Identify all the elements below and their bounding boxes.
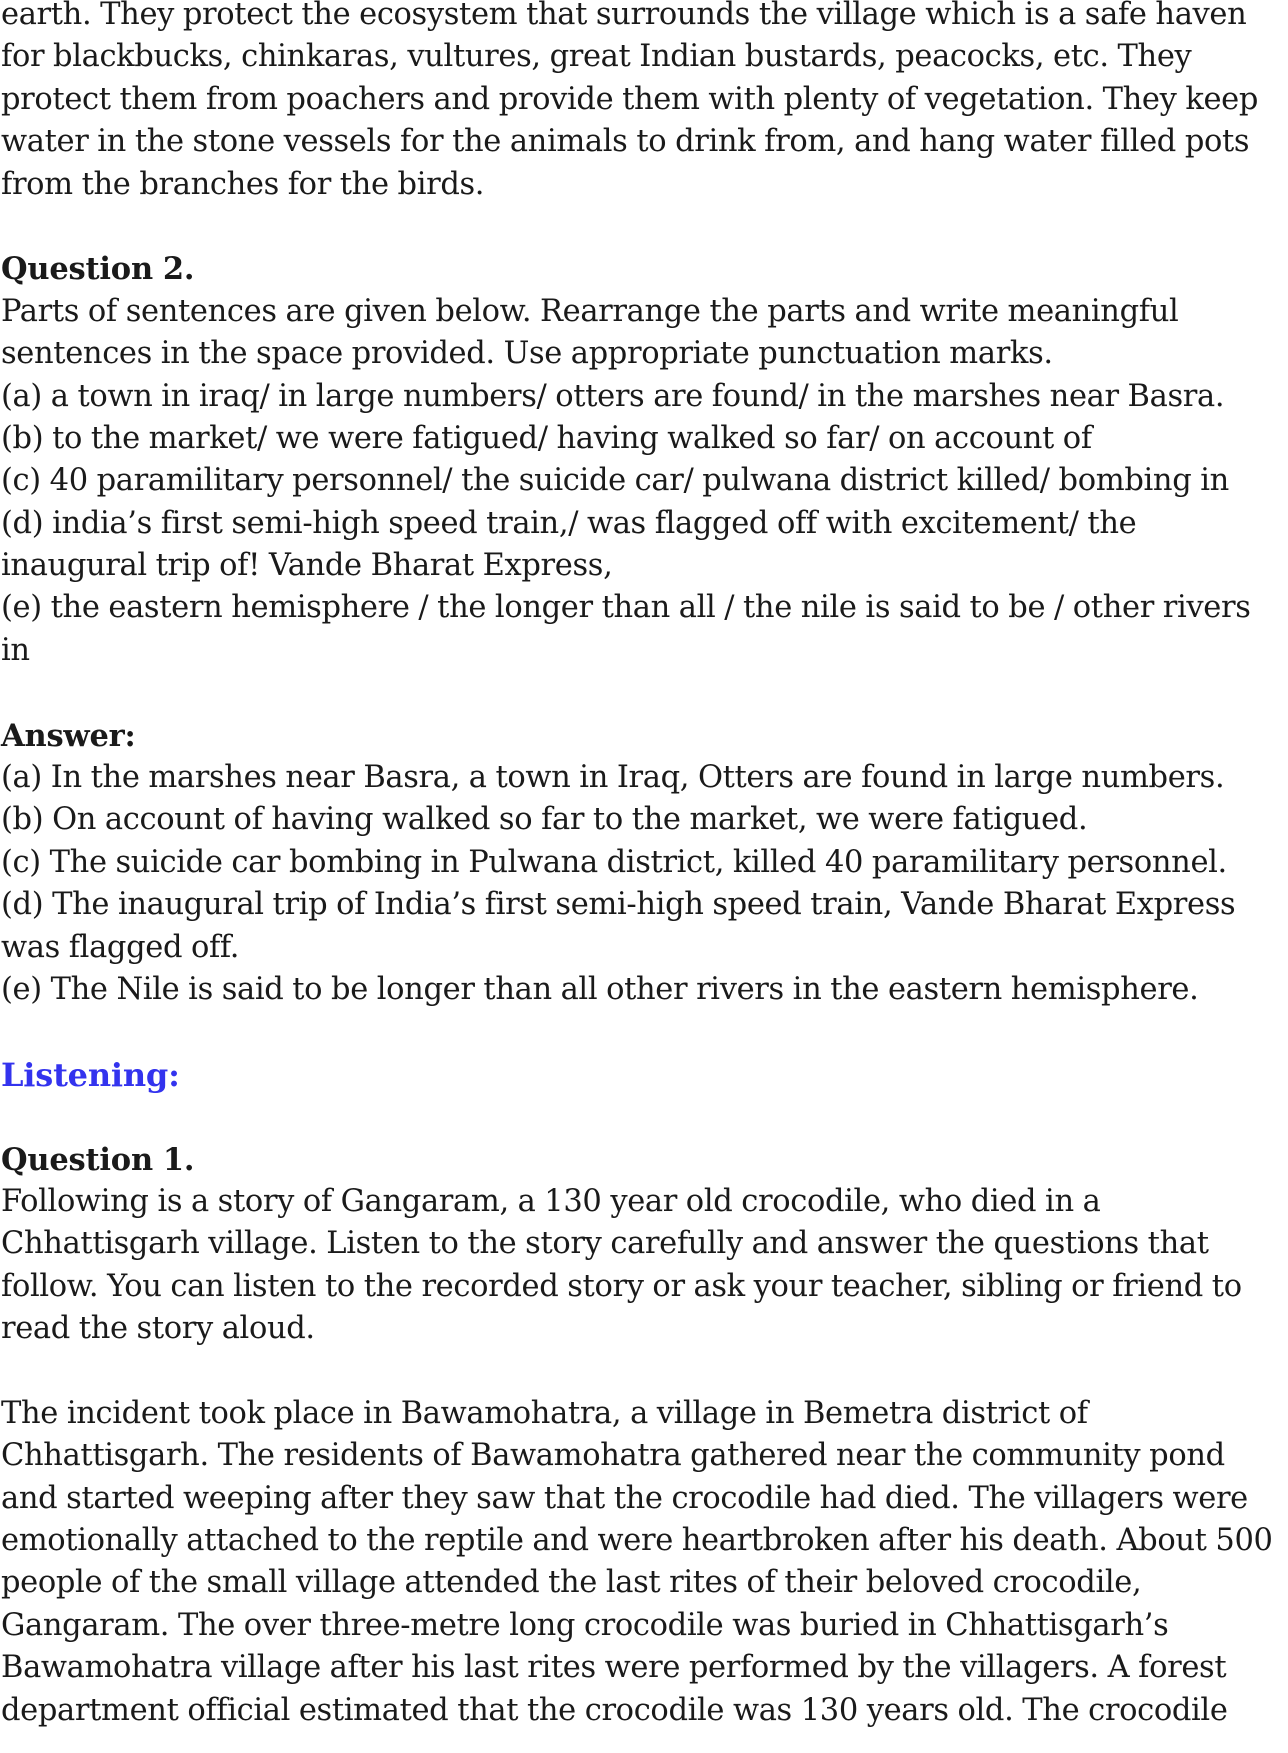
question-item: (a) a town in iraq/ in large numbers/ otters are found/ in the marshes near Basra. — [1, 378, 1225, 414]
question-1-line: read the story aloud. — [1, 1311, 315, 1347]
story-line: Gangaram. The over three-metre long crocodile was buried in Chhattisgarh’s — [1, 1607, 1169, 1643]
story-line: people of the small village attended the last rites of their beloved crocodile, — [1, 1565, 1142, 1601]
story-line: Chhattisgarh. The residents of Bawamohatra gathered near the community pond — [1, 1438, 1225, 1474]
story-paragraph — [1, 1393, 1285, 1732]
spacer — [1, 206, 1285, 248]
spacer — [1, 1351, 1285, 1393]
question-2-heading: Question 2. — [1, 251, 195, 288]
question-item: (d) india’s first semi-high speed train,/ was flagged off with excitement/ the — [1, 505, 1137, 541]
story-line: emotionally attached to the reptile and were heartbroken after his death. About 500 — [1, 1523, 1273, 1559]
answer-line: (e) The Nile is said to be longer than all other rivers in the eastern hemisphere. — [1, 971, 1199, 1007]
story-line: Bawamohatra village after his last rites were performed by the villagers. A forest — [1, 1650, 1227, 1686]
listening-heading: Listening: — [1, 1055, 180, 1094]
question-item: (b) to the market/ we were fatigued/ having walked so far/ on account of — [1, 420, 1092, 456]
answer-line: (c) The suicide car bombing in Pulwana district, killed 40 paramilitary personnel. — [1, 844, 1227, 880]
spacer — [1, 672, 1285, 714]
text-line: protect them from poachers and provide them with plenty of vegetation. They keep — [1, 81, 1259, 117]
question-item: inaugural trip of! Vande Bharat Express, — [1, 548, 613, 584]
spacer — [1, 1096, 1285, 1138]
question-1-heading: Question 1. — [1, 1141, 195, 1178]
question-1-line: Following is a story of Gangaram, a 130 year old crocodile, who died in a — [1, 1183, 1101, 1219]
answer-line: (a) In the marshes near Basra, a town in Iraq, Otters are found in large numbers. — [1, 760, 1225, 796]
answer-line: (b) On account of having walked so far to the market, we were fatigued. — [1, 802, 1088, 838]
instruction-line: sentences in the space provided. Use appropriate punctuation marks. — [1, 336, 1053, 372]
question-2-section — [1, 248, 1285, 672]
question-1-section — [1, 1139, 1285, 1351]
question-item: (c) 40 paramilitary personnel/ the suicide car/ pulwana district killed/ bombing in — [1, 463, 1229, 499]
story-line: and started weeping after they saw that the crocodile had died. The villagers were — [1, 1480, 1248, 1516]
question-1-line: follow. You can listen to the recorded story or ask your teacher, sibling or friend to — [1, 1268, 1242, 1304]
question-item: in — [1, 632, 30, 668]
answer-heading: Answer: — [1, 717, 136, 754]
text-line: earth. They protect the ecosystem that surrounds the village which is a safe haven — [1, 0, 1247, 32]
answer-line: (d) The inaugural trip of India’s first semi-high speed train, Vande Bharat Express — [1, 887, 1236, 923]
instruction-line: Parts of sentences are given below. Rearrange the parts and write meaningful — [1, 293, 1179, 329]
text-line: water in the stone vessels for the animals to drink from, and hang water filled pots — [1, 124, 1250, 160]
intro-paragraph — [1, 0, 1285, 206]
document-page — [1, 0, 1285, 1732]
answer-section — [1, 715, 1285, 1012]
text-line: for blackbucks, chinkaras, vultures, great Indian bustards, peacocks, etc. They — [1, 39, 1192, 75]
spacer — [1, 1011, 1285, 1053]
story-line: department official estimated that the crocodile was 130 years old. The crocodile — [1, 1692, 1228, 1728]
story-line: The incident took place in Bawamohatra, a village in Bemetra district of — [1, 1395, 1088, 1431]
answer-line: was flagged off. — [1, 929, 240, 965]
question-1-line: Chhattisgarh village. Listen to the story carefully and answer the questions that — [1, 1226, 1209, 1262]
text-line: from the branches for the birds. — [1, 166, 485, 202]
question-item: (e) the eastern hemisphere / the longer than all / the nile is said to be / other rivers — [1, 590, 1251, 626]
